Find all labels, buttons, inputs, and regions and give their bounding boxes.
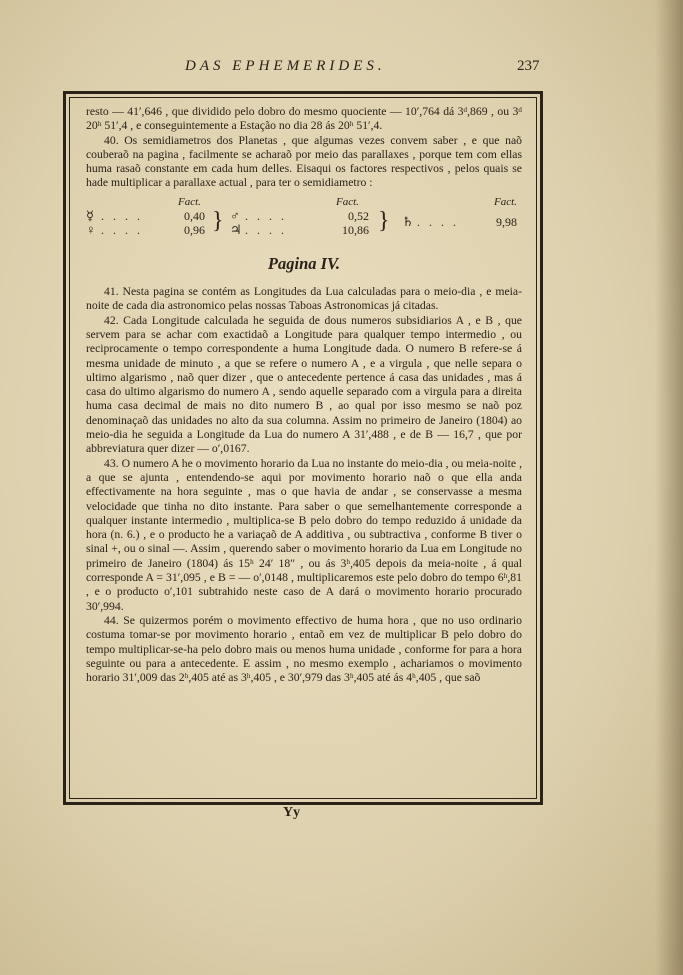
signature-mark: Yy (283, 805, 301, 820)
factor-value: 0,52 (348, 208, 369, 223)
factor-row (402, 215, 459, 229)
brace-icon: } (378, 207, 390, 234)
paragraph-43: 43. O numero A he o movimento horario da Lua no instante do meio-dia , ou meia-noite , a que se ajunta , entendendo-se aqui por movimento horario naõ o que ella anda effectivamente na hora seguinte , mas o que havia de andar , se conservasse a mesma velocidade que tinha no dito instante. Para saber o que semelhantemente corresponde a qualquer instante intermedio , multiplica-se B pelo dobro do tempo reduzido á unidade da hora (n. 6.) , e o producto he a variaçaõ de A additiva , ou subtractiva , conforme B tiver o sinal +, ou o sinal —. Assim , querendo saber o movimento horario da Lua em Longitude no primeiro de Janeiro (1804) ás 15ʰ 24′ 18″ , ou ás 3ʰ,405 depois da meia-noite , á qual corresponde A = 31′,095 , e B = — o′,0148 , multiplicaremos este pelo dobro do tempo 6ʰ,81 , e o producto o′,101 subtrahido neste caso de A dará o movimento horario procurado 30′,994. (86, 456, 522, 613)
leader-dots: . . . . (417, 214, 459, 229)
brace-icon: } (212, 207, 224, 234)
factor-row (230, 223, 287, 237)
text-frame (63, 91, 543, 805)
leader-dots: . . . . (245, 222, 287, 237)
leader-dots: . . . . (245, 208, 287, 223)
factor-row (86, 223, 143, 237)
leader-dots: . . . . (101, 208, 143, 223)
paragraph-40: 40. Os semidiametros dos Planetas , que algumas vezes convem saber , e que naõ couberaõ na pagina , facilmente se acharaõ por meio das parallaxes , porque tem com ellas huma rasaõ constante em cada hum delles. Eisaqui os factores respectivos , pelos quais se hade multiplicar a parallaxe actual , para ter o semidiametro : (86, 133, 522, 190)
factor-value: 10,86 (342, 222, 369, 237)
paragraph-42: 42. Cada Longitude calculada he seguida de dous numeros subsidiarios A , e B , que servem para se achar com exactidaõ a Longitude para qualquer tempo intermedio , ou reciprocamente o tempo correspondente a huma Longitude dada. O numero B refere-se á mesma unidade de minuto , a que se refere o numero A , e a virgula , que nelle separa o ultimo algarismo , naõ quer dizer , que o antecedente pertence á casa das unidades , mas á casa do ultimo algarismo do numero A , sendo aquelle separado com a virgula para a direita huma casa decimal de mais no dito numero B , ao qual por isso mesmo se naõ poz denominaçaõ das unidades no alto da sua columna. Assim no primeiro de Janeiro (1804) ao meio-dia he seguida a Longitude da Lua do numero A 31′,488 , e de B — 16,7 , que por abbreviatura quer dizer — o′,0167. (86, 313, 522, 456)
section-title: Pagina IV. (267, 253, 341, 273)
factor-value: 0,40 (184, 208, 205, 223)
factor-row (86, 209, 143, 223)
factor-value: 9,98 (496, 214, 517, 229)
factors-table (86, 195, 522, 241)
leader-dots: . . . . (101, 222, 143, 237)
running-head: DAS EPHEMERIDES. (185, 58, 386, 74)
text-block (86, 105, 522, 685)
factor-value: 0,96 (184, 222, 205, 237)
jupiter-symbol: ♃ (230, 221, 242, 237)
factor-column-header: Fact. (494, 195, 517, 208)
continuation-paragraph: resto — 41′,646 , que dividido pelo dobro do mesmo quociente — 10′,764 dá 3ᵈ,869 , ou 3ᵈ 20ʰ 51′,4 , e conseguintemente a Estação no dia 28 ás 20ʰ 51′,4. (86, 105, 522, 133)
paragraph-44: 44. Se quizermos porém o movimento effectivo de huma hora , que no uso ordinario costuma tomar-se por movimento horario , entaõ em vez de multiplicar B pelo dobro do tempo multiplicar-se-ha pelo dobro mais ou menos huma unidade , conforme for para a hora seguinte ou para a antecedente. E assim , no mesmo exemplo , achariamos o movimento horario 31′,009 das 2ʰ,405 até as 3ʰ,405 , e 30′,979 das 3ʰ,405 até ás 4ʰ,405 , que saõ (86, 613, 522, 685)
page-number: 237 (517, 58, 540, 74)
mercury-symbol: ☿ (86, 207, 94, 223)
page-gutter-shadow (655, 0, 683, 975)
saturn-symbol: ♄ (402, 213, 414, 229)
mars-symbol: ♂ (230, 207, 240, 223)
factor-row (230, 209, 287, 223)
venus-symbol: ♀ (86, 221, 96, 237)
factor-column-header: Fact. (336, 195, 359, 208)
paragraph-41: 41. Nesta pagina se contém as Longitudes da Lua calculadas para o meio-dia , e meia-noite de cada dia astronomico pelas nossas Taboas Astronomicas já citadas. (86, 285, 522, 313)
factor-column-header: Fact. (178, 195, 201, 208)
